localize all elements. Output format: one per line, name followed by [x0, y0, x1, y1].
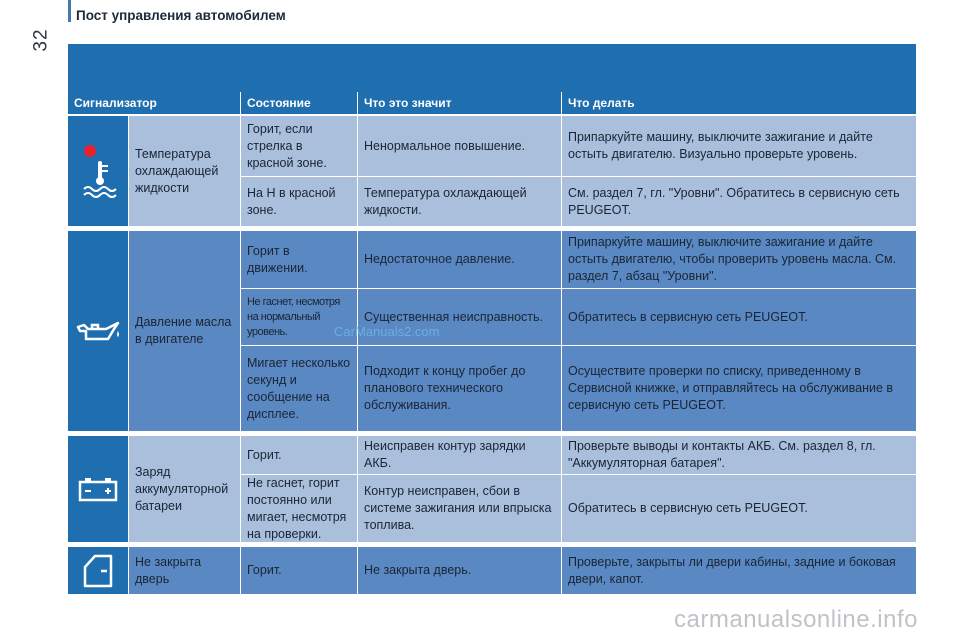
action-cell: Припаркуйте машину, выключите зажигание и дайте остыть двигателю, чтобы проверить уровень масла. См. раздел 7, абзац "Уровни". — [562, 231, 916, 288]
header-action: Что делать — [561, 92, 916, 114]
oil-pressure-icon — [74, 317, 122, 345]
meaning-cell: Подходит к концу пробег до планового технического обслуживания. — [358, 346, 561, 431]
table-banner — [68, 44, 916, 92]
action-cell: Проверьте, закрыты ли двери кабины, задние и боковая двери, капот. — [562, 547, 916, 594]
action-cell: Осуществите проверки по списку, приведенному в Сервисной книжке, и отправляйтесь на обслуживание в сервисную сеть PEUGEOT. — [562, 346, 916, 431]
indicator-icon-cell — [68, 116, 128, 226]
state-cell: На Н в красной зоне. — [241, 177, 357, 226]
action-cell: См. раздел 7, гл. "Уровни". Обратитесь в сервисную сеть PEUGEOT. — [562, 177, 916, 226]
indicator-icon-cell — [68, 231, 128, 431]
action-cell: Припаркуйте машину, выключите зажигание и дайте остыть двигателю. Визуально проверьте уровень. — [562, 116, 916, 176]
action-cell: Проверьте выводы и контакты АКБ. См. раздел 8, гл. "Аккумуляторная батарея". — [562, 436, 916, 474]
indicator-name: Давление масла в двигателе — [129, 231, 240, 431]
battery-icon — [78, 476, 118, 502]
action-cell: Обратитесь в сервисную сеть PEUGEOT. — [562, 475, 916, 542]
state-cell: Горит. — [241, 547, 357, 594]
indicator-name: Заряд аккумуляторной батареи — [129, 436, 240, 542]
header-state: Состояние — [240, 92, 357, 114]
meaning-cell: Неисправен контур зарядки АКБ. — [358, 436, 561, 474]
state-cell: Не гаснет, несмотря на нормальный уровень. — [241, 289, 357, 345]
state-cell: Не гаснет, горит постоянно или мигает, несмотря на проверки. — [241, 475, 357, 542]
header-accent-bar — [68, 0, 71, 22]
header-indicator: Сигнализатор — [74, 96, 157, 110]
state-cell: Горит. — [241, 436, 357, 474]
indicator-name: Не закрыта дверь — [129, 547, 240, 594]
state-cell: Горит в движении. — [241, 231, 357, 288]
meaning-cell: Недостаточное давление. — [358, 231, 561, 288]
indicator-icon-cell — [68, 436, 128, 542]
meaning-cell: Существенная неисправность. — [358, 289, 561, 345]
meaning-cell: Ненормальное повышение. — [358, 116, 561, 176]
meaning-cell: Не закрыта дверь. — [358, 547, 561, 594]
meaning-cell: Температура охлаждающей жидкости. — [358, 177, 561, 226]
state-cell: Горит, если стрелка в красной зоне. — [241, 116, 357, 176]
indicator-name: Температура охлаждающей жидкости — [129, 116, 240, 226]
table-header — [68, 92, 916, 114]
header-meaning: Что это значит — [357, 92, 561, 114]
page-title: Пост управления автомобилем — [76, 8, 286, 23]
door-open-icon — [81, 553, 115, 589]
action-cell: Обратитесь в сервисную сеть PEUGEOT. — [562, 289, 916, 345]
watermark-text: CarManuals2.com — [334, 324, 440, 339]
meaning-cell: Контур неисправен, сбои в системе зажигания или впрыска топлива. — [358, 475, 561, 542]
state-cell: Мигает несколько секунд и сообщение на дисплее. — [241, 346, 357, 431]
footer-watermark: carmanualsonline.info — [674, 606, 918, 633]
coolant-temperature-icon — [78, 141, 118, 201]
page-number: 32 — [30, 28, 52, 52]
indicator-icon-cell — [68, 547, 128, 594]
